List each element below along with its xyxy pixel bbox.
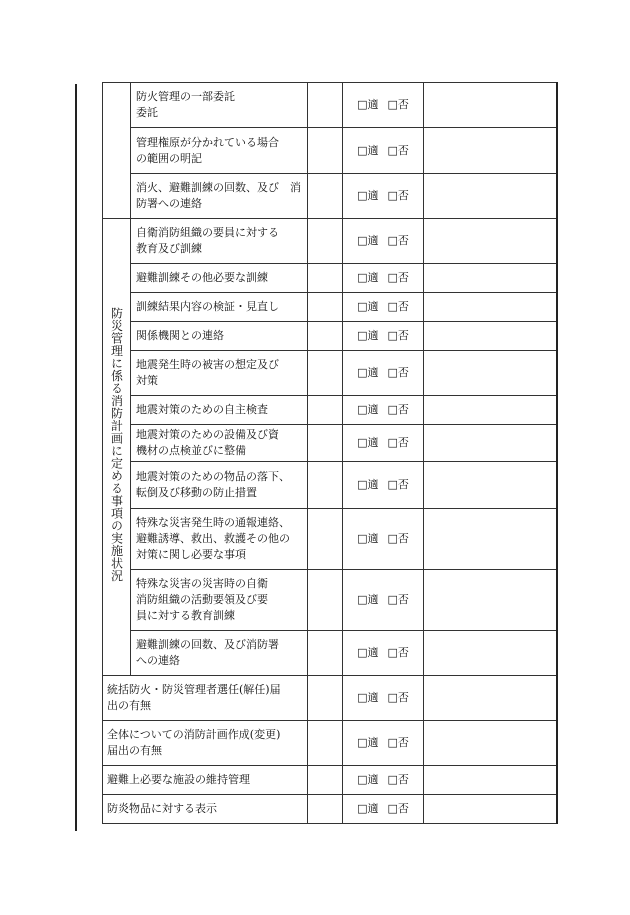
checkbox-noncompliant[interactable]: □否 — [387, 532, 409, 545]
table-row — [103, 795, 557, 824]
item-label-cell — [131, 264, 308, 293]
item-label-cell — [131, 219, 308, 264]
remarks-cell[interactable] — [424, 128, 557, 174]
item-label-cell — [131, 631, 308, 676]
checkbox-compliant[interactable]: □適 — [357, 773, 379, 786]
item-label-line: 避難訓練その他必要な訓練 — [136, 271, 268, 284]
checkbox-noncompliant[interactable]: □否 — [387, 436, 409, 449]
checkbox-compliant[interactable]: □適 — [357, 593, 379, 606]
item-label-line: 地震対策のための物品の落下、 — [136, 470, 290, 483]
remarks-cell[interactable] — [424, 351, 557, 396]
item-label-line: 特殊な災害の災害時の自衛 — [136, 577, 268, 590]
blank-cell — [308, 631, 343, 676]
item-label-line: 消防組織の活動要領及び要 — [136, 593, 268, 606]
checkbox-compliant[interactable]: □適 — [357, 189, 379, 202]
item-label-line: 防署への連絡 — [136, 197, 202, 210]
remarks-cell[interactable] — [424, 676, 557, 721]
compliance-cell — [343, 293, 424, 322]
item-label-cell — [103, 795, 308, 824]
item-label-cell — [131, 83, 308, 128]
checkbox-noncompliant[interactable]: □否 — [387, 403, 409, 416]
item-label-cell — [131, 425, 308, 462]
table-row — [103, 128, 557, 174]
item-label-cell — [131, 351, 308, 396]
item-label-line: 地震対策のための設備及び資 — [136, 428, 279, 441]
checkbox-compliant[interactable]: □適 — [357, 143, 379, 157]
remarks-cell[interactable] — [424, 462, 557, 509]
blank-cell — [308, 795, 343, 824]
blank-cell — [308, 264, 343, 293]
checkbox-compliant[interactable]: □適 — [357, 98, 379, 111]
checkbox-compliant[interactable]: □適 — [357, 271, 379, 284]
checkbox-noncompliant[interactable]: □否 — [387, 646, 409, 659]
compliance-cell — [343, 462, 424, 509]
item-label-cell — [131, 174, 308, 219]
compliance-cell — [343, 676, 424, 721]
blank-cell — [308, 219, 343, 264]
item-label-line: 地震対策のための自主検査 — [136, 403, 268, 416]
compliance-cell — [343, 264, 424, 293]
left-margin-rule — [75, 84, 77, 831]
remarks-cell[interactable] — [424, 570, 557, 631]
table-row — [103, 322, 557, 351]
remarks-cell[interactable] — [424, 322, 557, 351]
item-label-line: 特殊な災害発生時の通報連絡、 — [136, 516, 290, 529]
group-label-cell — [103, 83, 131, 219]
remarks-cell[interactable] — [424, 174, 557, 219]
table-row — [103, 766, 557, 795]
checkbox-compliant[interactable]: □適 — [357, 478, 379, 491]
item-label-line: 対策に関し必要な事項 — [136, 548, 246, 561]
item-label-line: 委託 — [136, 106, 158, 119]
item-label-line: 教育及び訓練 — [136, 242, 202, 255]
blank-cell — [308, 396, 343, 425]
compliance-cell — [343, 766, 424, 795]
checkbox-noncompliant[interactable]: □否 — [387, 802, 409, 815]
blank-cell — [308, 676, 343, 721]
item-label-cell — [131, 128, 308, 174]
compliance-cell — [343, 174, 424, 219]
blank-cell — [308, 128, 343, 174]
inspection-checklist-table — [102, 82, 558, 824]
checkbox-compliant[interactable]: □適 — [357, 691, 379, 704]
item-label-line: 避難上必要な施設の維持管理 — [107, 773, 250, 786]
checkbox-noncompliant[interactable]: □否 — [387, 98, 409, 111]
checkbox-noncompliant[interactable]: □否 — [387, 593, 409, 606]
compliance-cell — [343, 83, 424, 128]
checkbox-compliant[interactable]: □適 — [357, 802, 379, 815]
checkbox-noncompliant[interactable]: □否 — [387, 736, 409, 749]
item-label-line: 防炎物品に対する表示 — [107, 802, 217, 815]
item-label-line: の範囲の明記 — [136, 151, 202, 165]
blank-cell — [308, 509, 343, 570]
blank-cell — [308, 570, 343, 631]
section-label-cell — [103, 219, 131, 676]
blank-cell — [308, 766, 343, 795]
table-row — [103, 676, 557, 721]
item-label-cell — [131, 462, 308, 509]
blank-cell — [308, 174, 343, 219]
remarks-cell[interactable] — [424, 721, 557, 766]
item-label-line: 訓練結果内容の検証・見直し — [136, 300, 279, 313]
checkbox-noncompliant[interactable]: □否 — [387, 366, 409, 379]
checkbox-compliant[interactable]: □適 — [357, 366, 379, 379]
item-label-cell — [131, 570, 308, 631]
checkbox-compliant[interactable]: □適 — [357, 300, 379, 313]
item-label-line: 統括防火・防災管理者選任(解任)届 — [107, 683, 281, 696]
table-row — [103, 83, 557, 128]
table-row — [103, 264, 557, 293]
remarks-cell[interactable] — [424, 631, 557, 676]
blank-cell — [308, 425, 343, 462]
blank-cell — [308, 293, 343, 322]
item-label-line: 関係機関との連絡 — [136, 329, 224, 342]
item-label-line: 出の有無 — [107, 699, 151, 712]
remarks-cell[interactable] — [424, 264, 557, 293]
checkbox-compliant[interactable]: □適 — [357, 329, 379, 342]
checkbox-noncompliant[interactable]: □否 — [387, 271, 409, 284]
item-label-cell — [131, 509, 308, 570]
remarks-cell[interactable] — [424, 766, 557, 795]
checkbox-compliant[interactable]: □適 — [357, 403, 379, 416]
table-row — [103, 174, 557, 219]
item-label-line: 消火、避難訓練の回数、及び 消 — [136, 181, 301, 194]
compliance-cell — [343, 425, 424, 462]
item-label-line: 避難訓練の回数、及び消防署 — [136, 638, 279, 651]
item-label-cell — [103, 766, 308, 795]
item-label-cell — [103, 721, 308, 766]
remarks-cell[interactable] — [424, 83, 557, 128]
table-row — [103, 425, 557, 462]
checkbox-compliant[interactable]: □適 — [357, 736, 379, 749]
item-label-line: 機材の点検並びに整備 — [136, 444, 246, 457]
item-label-line: 員に対する教育訓練 — [136, 609, 235, 622]
remarks-cell[interactable] — [424, 509, 557, 570]
blank-cell — [308, 322, 343, 351]
remarks-cell[interactable] — [424, 219, 557, 264]
checkbox-noncompliant[interactable]: □否 — [387, 234, 409, 247]
blank-cell — [308, 721, 343, 766]
item-label-line: 転倒及び移動の防止措置 — [136, 486, 257, 499]
blank-cell — [308, 462, 343, 509]
checkbox-noncompliant[interactable]: □否 — [387, 143, 409, 157]
compliance-cell — [343, 509, 424, 570]
item-label-line: 地震発生時の被害の想定及び — [136, 358, 279, 371]
blank-cell — [308, 83, 343, 128]
compliance-cell — [343, 351, 424, 396]
checkbox-noncompliant[interactable]: □否 — [387, 189, 409, 202]
table-row — [103, 631, 557, 676]
checkbox-compliant[interactable]: □適 — [357, 234, 379, 247]
remarks-cell[interactable] — [424, 795, 557, 824]
compliance-cell — [343, 219, 424, 264]
table-row — [103, 396, 557, 425]
checkbox-compliant[interactable]: □適 — [357, 436, 379, 449]
table-row — [103, 570, 557, 631]
compliance-cell — [343, 322, 424, 351]
checkbox-compliant[interactable]: □適 — [357, 532, 379, 545]
table-row — [103, 721, 557, 766]
compliance-cell — [343, 570, 424, 631]
compliance-cell — [343, 396, 424, 425]
table-row — [103, 462, 557, 509]
compliance-cell — [343, 795, 424, 824]
table-row — [103, 219, 557, 264]
checkbox-noncompliant[interactable]: □否 — [387, 478, 409, 491]
checkbox-noncompliant[interactable]: □否 — [387, 691, 409, 704]
table-row — [103, 293, 557, 322]
compliance-cell — [343, 128, 424, 174]
item-label-cell — [131, 322, 308, 351]
item-label-line: 届出の有無 — [107, 744, 162, 757]
item-label-line: への連絡 — [136, 654, 180, 667]
item-label-cell — [131, 396, 308, 425]
section-label: 防災管理に係る消防計画に定める事項の実施状況 — [109, 307, 124, 582]
item-label-line: 防火管理の一部委託 — [136, 90, 235, 103]
remarks-cell[interactable] — [424, 425, 557, 462]
checkbox-compliant[interactable]: □適 — [357, 646, 379, 659]
item-label-line: 全体についての消防計画作成(変更) — [107, 728, 281, 741]
checkbox-noncompliant[interactable]: □否 — [387, 773, 409, 786]
table-row — [103, 509, 557, 570]
blank-cell — [308, 351, 343, 396]
remarks-cell[interactable] — [424, 396, 557, 425]
item-label-cell — [103, 676, 308, 721]
table-row — [103, 351, 557, 396]
remarks-cell[interactable] — [424, 293, 557, 322]
item-label-line: 避難誘導、救出、救護その他の — [136, 532, 290, 545]
compliance-cell — [343, 721, 424, 766]
item-label-line: 管理権原が分かれている場合 — [136, 135, 279, 149]
item-label-line: 対策 — [136, 374, 158, 387]
item-label-cell — [131, 293, 308, 322]
compliance-cell — [343, 631, 424, 676]
checkbox-noncompliant[interactable]: □否 — [387, 329, 409, 342]
checkbox-noncompliant[interactable]: □否 — [387, 300, 409, 313]
item-label-line: 自衛消防組織の要員に対する — [136, 226, 279, 239]
